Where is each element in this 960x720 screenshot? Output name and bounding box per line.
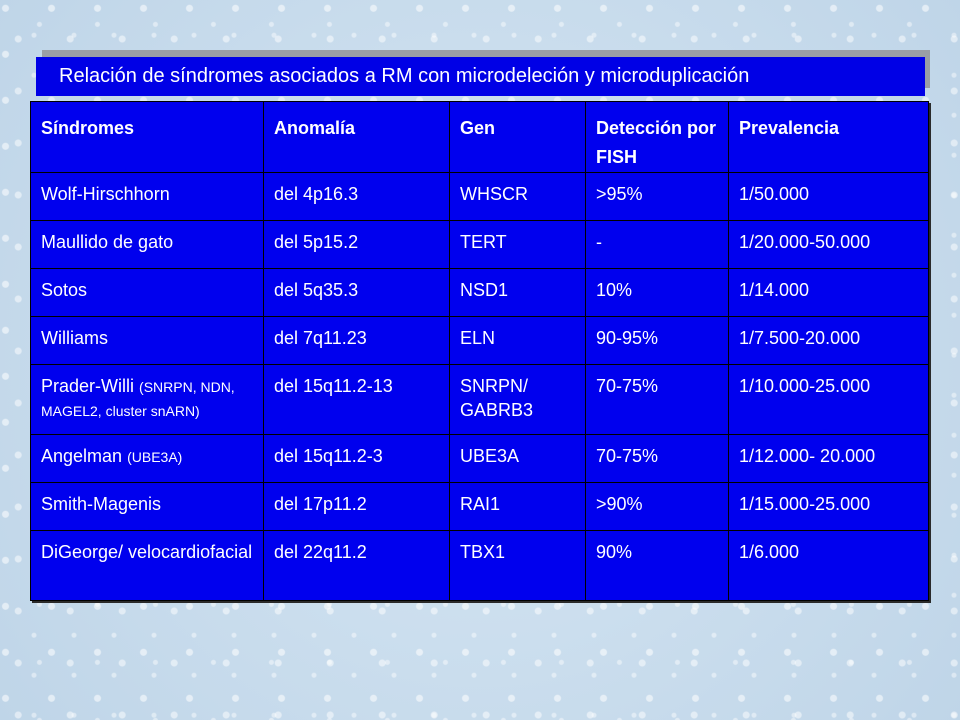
cell-anomaly: del 17p11.2	[264, 483, 450, 531]
cell-syndrome	[31, 435, 264, 483]
cell-gene: SNRPN/ GABRB3	[450, 365, 586, 435]
cell-fish: 70-75%	[586, 435, 729, 483]
table-header-row	[31, 102, 929, 173]
cell-gene: NSD1	[450, 269, 586, 317]
cell-prevalence: 1/6.000	[729, 531, 929, 601]
syndrome-genes-note: (SNRPN, NDN, MAGEL2, cluster snARN)	[41, 379, 235, 419]
syndrome-name: Smith-Magenis	[41, 494, 162, 514]
cell-prevalence: 1/10.000-25.000	[729, 365, 929, 435]
table-row	[31, 221, 929, 269]
cell-anomaly: del 5p15.2	[264, 221, 450, 269]
cell-gene: UBE3A	[450, 435, 586, 483]
syndromes-table	[30, 101, 929, 601]
header-syndromes: Síndromes	[31, 102, 264, 173]
syndrome-name: Prader-Willi	[41, 376, 135, 396]
header-prevalence: Prevalencia	[729, 102, 929, 173]
syndrome-name: Angelman	[41, 446, 123, 466]
cell-syndrome	[31, 173, 264, 221]
syndrome-name: Maullido de gato	[41, 232, 174, 252]
cell-syndrome	[31, 317, 264, 365]
cell-prevalence: 1/15.000-25.000	[729, 483, 929, 531]
table-row	[31, 269, 929, 317]
cell-anomaly: del 7q11.23	[264, 317, 450, 365]
cell-anomaly: del 4p16.3	[264, 173, 450, 221]
cell-gene: TBX1	[450, 531, 586, 601]
cell-fish: 10%	[586, 269, 729, 317]
cell-fish: 70-75%	[586, 365, 729, 435]
cell-syndrome	[31, 483, 264, 531]
cell-fish: 90-95%	[586, 317, 729, 365]
header-anomaly: Anomalía	[264, 102, 450, 173]
cell-gene: WHSCR	[450, 173, 586, 221]
cell-syndrome	[31, 531, 264, 601]
table-row	[31, 435, 929, 483]
cell-prevalence: 1/7.500-20.000	[729, 317, 929, 365]
table-row	[31, 483, 929, 531]
table-row	[31, 531, 929, 601]
cell-fish: >95%	[586, 173, 729, 221]
cell-gene: ELN	[450, 317, 586, 365]
cell-prevalence: 1/12.000- 20.000	[729, 435, 929, 483]
header-fish-detection: Detección por FISH	[586, 102, 729, 173]
table-row	[31, 173, 929, 221]
table-row	[31, 365, 929, 435]
cell-gene: TERT	[450, 221, 586, 269]
cell-fish: -	[586, 221, 729, 269]
header-gene: Gen	[450, 102, 586, 173]
cell-syndrome	[31, 365, 264, 435]
cell-syndrome	[31, 221, 264, 269]
syndrome-name: DiGeorge/ velocardiofacial	[41, 542, 253, 562]
cell-prevalence: 1/50.000	[729, 173, 929, 221]
table-row	[31, 317, 929, 365]
cell-fish: 90%	[586, 531, 729, 601]
cell-syndrome	[31, 269, 264, 317]
syndrome-name: Sotos	[41, 280, 88, 300]
syndrome-genes-note: (UBE3A)	[127, 449, 183, 465]
slide-title: Relación de síndromes asociados a RM con microdeleción y microduplicación	[36, 57, 925, 96]
syndrome-name: Wolf-Hirschhorn	[41, 184, 170, 204]
cell-gene: RAI1	[450, 483, 586, 531]
cell-fish: >90%	[586, 483, 729, 531]
syndrome-name: Williams	[41, 328, 108, 348]
cell-anomaly: del 5q35.3	[264, 269, 450, 317]
cell-anomaly: del 15q11.2-3	[264, 435, 450, 483]
cell-prevalence: 1/20.000-50.000	[729, 221, 929, 269]
cell-anomaly: del 22q11.2	[264, 531, 450, 601]
cell-prevalence: 1/14.000	[729, 269, 929, 317]
cell-anomaly: del 15q11.2-13	[264, 365, 450, 435]
